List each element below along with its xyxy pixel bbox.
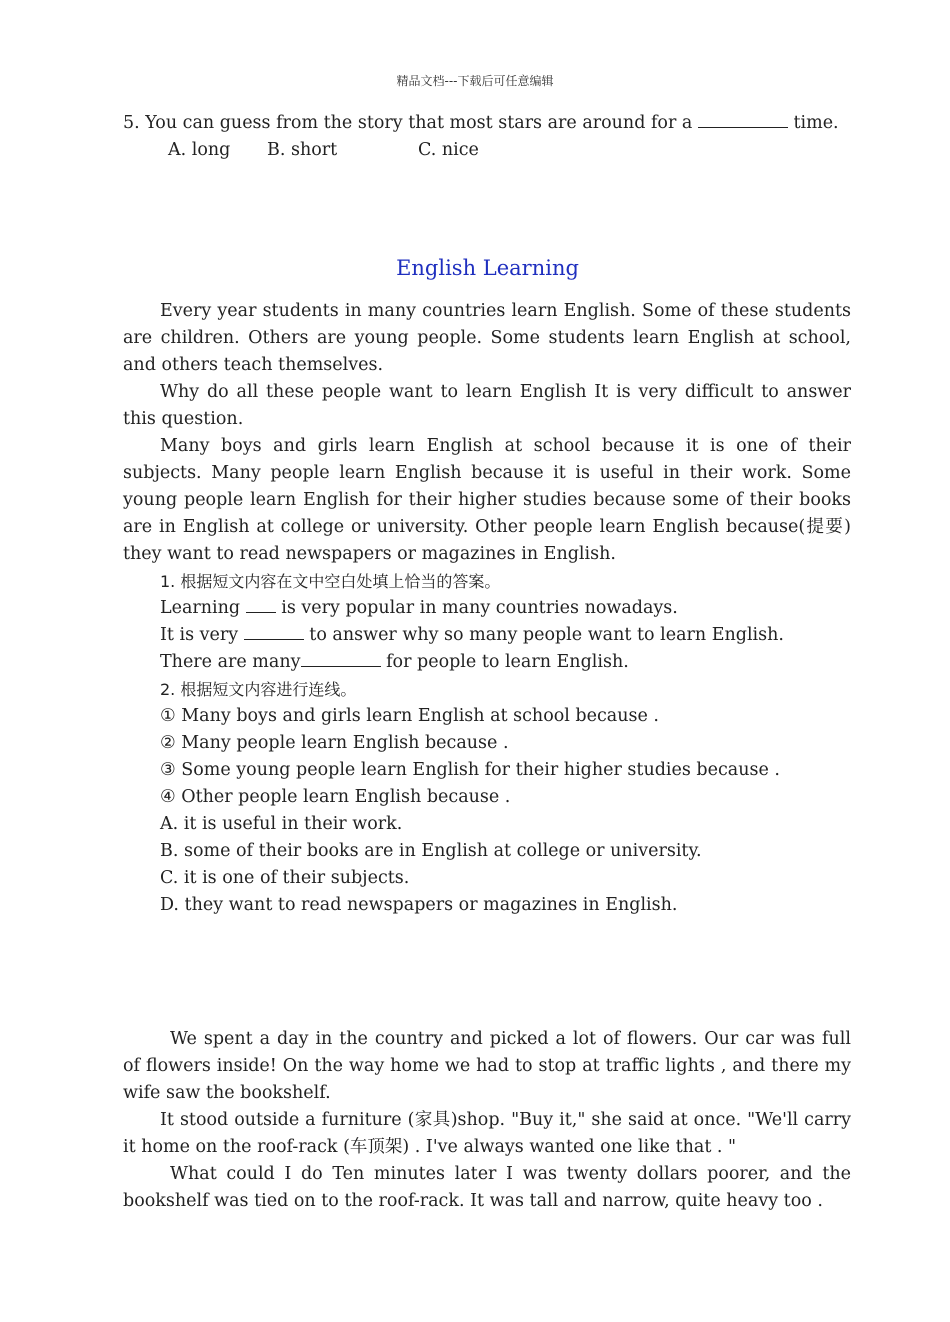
fill-2-after: to answer why so many people want to learn English. [303,625,784,645]
passage-2-paragraph-1: We spent a day in the country and picked a lot of flowers. Our car was full of flowers inside! On the way home we had to stop at traffic lights , and there my wife saw the bookshelf. [123,1029,851,1103]
answer-a: A. it is useful in their work. [160,814,403,834]
q5-option-b: B. short [267,140,338,160]
match-item-1: ① Many boys and girls learn English at school because . [160,706,659,726]
passage-title: English Learning [396,256,579,280]
answer-b: B. some of their books are in English at college or university. [160,841,702,861]
q5-stem-after: time. [787,113,839,133]
fill-1-after: is very popular in many countries nowadays. [275,598,678,618]
question-5 [123,110,851,164]
passage-1 [123,298,851,919]
match-item-3: ③ Some young people learn English for their higher studies because . [160,760,780,780]
fill-3-before: There are many [160,652,301,672]
passage-2-paragraph-3: What could I do Ten minutes later I was twenty dollars poorer, and the bookshelf was tied on to the roof-rack. It was tall and narrow, quite heavy too . [123,1164,851,1211]
match-item-2: ② Many people learn English because . [160,733,509,753]
passage-2 [123,1026,851,1215]
fill-sentence-2 [123,622,851,649]
q5-option-c: C. nice [418,140,479,160]
fill-3-blank [301,651,381,667]
task-2-title: 2. 根据短文内容进行连线。 [160,680,357,699]
answer-d: D. they want to read newspapers or magazines in English. [160,895,678,915]
passage-1-paragraph-2: Why do all these people want to learn English It is very difficult to answer this question. [123,382,851,429]
fill-sentence-1 [123,595,851,622]
fill-1-before: Learning [160,598,246,618]
passage-2-paragraph-2: It stood outside a furniture (家具)shop. "Buy it," she said at once. "We'll carry it home on the roof-rack (车顶架) . I've always wanted one like that . " [123,1110,851,1157]
page-header: 精品文档---下载后可任意编辑 [396,74,554,88]
fill-2-before: It is very [160,625,244,645]
passage-1-paragraph-1: Every year students in many countries learn English. Some of these students are children. Others are young people. Some students learn English at school, and others teach themselves. [123,301,851,375]
answer-c: C. it is one of their subjects. [160,868,410,888]
q5-option-a: A. long [168,140,231,160]
task-1-title: 1. 根据短文内容在文中空白处填上恰当的答案。 [160,572,501,591]
fill-3-after: for people to learn English. [380,652,629,672]
fill-1-blank [246,597,276,613]
q5-stem-before: 5. You can guess from the story that most stars are around for a [123,113,698,133]
q5-blank [698,112,788,128]
fill-sentence-3 [123,649,851,676]
match-item-4: ④ Other people learn English because . [160,787,511,807]
fill-2-blank [244,624,304,640]
passage-1-paragraph-3: Many boys and girls learn English at school because it is one of their subjects. Many people learn English because it is useful in their work. Some young people learn English for their higher studies because some of their books are in English at college or university. Other people learn English because(提要) they want to read newspapers or magazines in English. [123,436,851,564]
